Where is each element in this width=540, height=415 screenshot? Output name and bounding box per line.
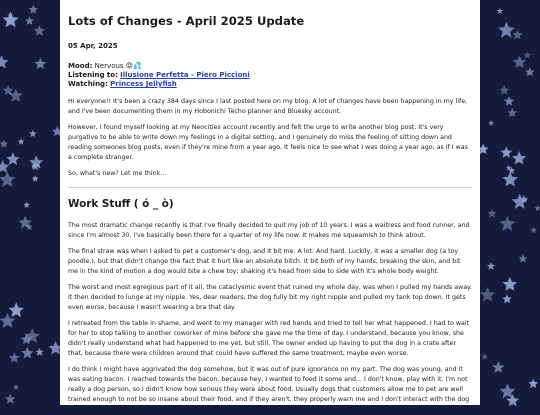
listening-line [68,71,472,80]
star-icon [9,352,20,363]
watching-link[interactable]: Princess Jellyfish [110,80,177,88]
star-icon [34,58,46,70]
star-icon [480,287,495,302]
listening-link[interactable]: Illusione Perfetta - Piero Piccioni [120,71,250,79]
watching-line [68,80,472,89]
star-icon [512,151,526,165]
star-icon [25,16,34,25]
work-paragraph: I do think I might have aggrivated the dog somehow, but it was out of pure ignorance on my part. The dog was young, and it was eating bacon. I reached towards the bacon, because hey, I wanted to feed it some and... I don't know, play with it. I'm not really a dog person, so I didn't know how serious they were about food. Usually dogs that customers allow me to pet are well trained enough to not be so insane about their food, and if they aren't, they properly warn me and I don't interact with the dog at all. Apparently, it was [68,365,472,415]
star-icon [504,96,514,106]
star-icon [0,55,8,68]
blog-post-container [60,0,480,405]
star-icon [535,205,540,211]
star-icon [487,262,495,270]
mood-line [68,62,472,71]
star-icon [488,120,494,126]
work-paragraph: The final straw was when I asked to pet a customer's dog, and it bit me. A lot. And hard. Luckily, it was a smaller dog (a toy poodle.), but that didn't change the fact that it hurt like an absolute bitch. It bit both of my hands, breaking the skin, and bit me in the kind of motion a dog would bite a chew toy; shaking it's head from side to side with it's whole body weight. [68,247,472,277]
section-heading-work: Work Stuff ( ó _ ò) [68,198,472,211]
star-icon [29,5,38,14]
star-icon [502,294,512,303]
star-icon [512,30,522,40]
star-icon [500,147,512,158]
intro-paragraph: So, what's new? Let me think... [68,169,472,179]
star-icon [506,394,519,406]
star-icon [36,348,44,356]
star-icon [29,130,36,137]
star-icon [9,302,25,317]
star-icon [5,394,16,404]
star-icon [497,8,503,14]
star-icon [528,379,538,389]
star-icon [487,209,496,218]
work-paragraph: The worst and most egregious part of it all, the cataclysmic event that ruined my whole day, was when I pulled my hands away. It then decided to lunge at my nipple. Yes, dear readers, the dog fully bit my right nipple and pulled my tank top down. It gets even worse, because I wasn't wearing a bra that day. [68,283,472,313]
star-icon [481,353,488,359]
star-icon [34,25,45,36]
star-icon [530,227,537,233]
star-icon [499,216,515,231]
star-icon [519,254,528,262]
work-paragraph: The most dramatic change recently is that I've finally decided to quit my job of 10 years. I was a waitress and food runner, and since I'm almost 30, I've basically been there for a quarter of my life now. It makes me squeamish to think about. [68,221,472,241]
star-icon [524,51,532,58]
star-icon [502,172,518,187]
star-icon [0,140,8,148]
post-date: 05 Apr, 2025 [68,42,472,50]
star-icon [0,171,16,187]
star-icon [21,347,33,359]
star-icon [32,175,39,181]
star-icon [0,160,10,173]
intro-paragraph: Hi everyone!! It's been a crazy 384 days since I last posted here on my blog. A lot of changes have been happening in my life, and I've been documenting them in my Hobonichi Techo planner and Bluesky account. [68,97,472,117]
listening-label: Listening to: [68,71,118,79]
star-icon [525,67,535,76]
star-icon [498,22,515,38]
star-icon [507,108,517,117]
star-icon [499,85,509,95]
post-meta [68,62,472,89]
mood-value: Nervous 😟💦 [95,62,142,70]
star-icon [513,55,526,68]
star-icon [6,152,20,165]
mood-label: Mood: [68,62,92,70]
intro-paragraph: However, I found myself looking at my Neocities account recently and felt the urge to write another blog post. It's very purgative to be able to write down my feelings in a digital setting, and I genuinely do miss the feeling of sitting down and reading someones blog posts, even if they're mine from a year ago. It feels nice to see what I was doing a year ago, as if I was a complete stranger. [68,123,472,163]
star-icon [503,277,518,291]
section-divider [68,187,472,188]
work-paragraph: I retreated from the table in shame, and went to my manager with red hands and tried to tell her what happened. I had to wait for her to stop talking to another coworker of mine before she gave me the time of day. I understand, because you know, she didn't really understand what had happened to me yet, but still. The owner ended up having to put the dog in a crate after that, because there were children around that could have suffered the same treatment, maybe even worse. [68,319,472,359]
star-icon [492,361,505,373]
post-title: Lots of Changes - April 2025 Update [68,14,472,28]
watching-label: Watching: [68,80,108,88]
star-icon [13,384,19,390]
star-icon [18,138,25,144]
star-icon [23,202,30,208]
